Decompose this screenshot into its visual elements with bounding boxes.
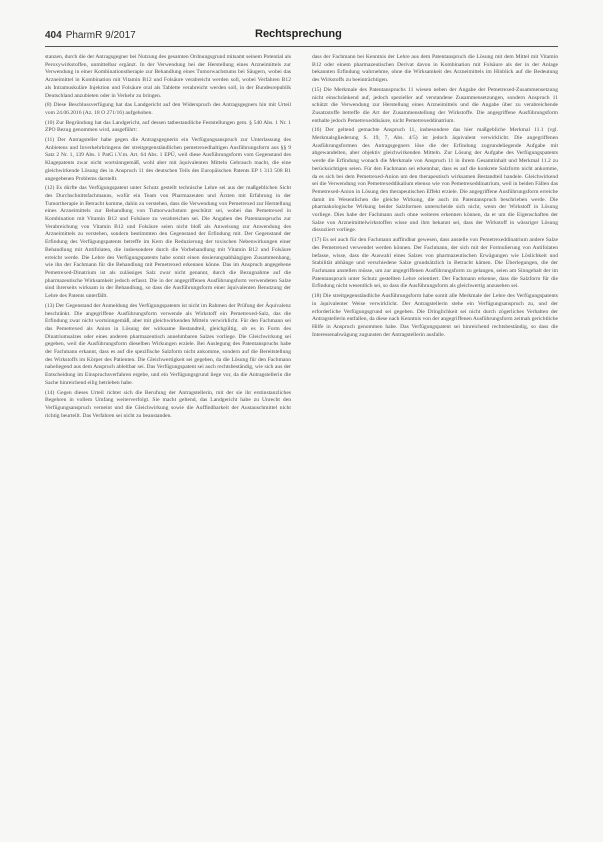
journal-title: PharmR 9/2017 <box>65 30 136 41</box>
page-header <box>45 28 558 48</box>
paragraph: (12) Es dürfte das Verfügungspatent unter Schutz gestellt technische Lehre sei aus der maßgeblichen Sicht des Durchschnittsfachmanns, wofür ein Team von Pharmazeuten und Ärzten mit Erfahrung in der Tumortherapie in Betracht komme, dahin zu verstehen, dass die Verwendung von Pemetrexed zur Herstellung eines Arzneimittels zur Behandlung von Tumorwachstum geschützt sei, wobei das Pemetrexed in Kombination mit Vitamin B12 und Folsäure zu verabreichen sei. Die Angaben des Patentanspruchs zur Verabreichung von Vitamin B12 und Folsäure seien nicht bloß als Anweisung zur Anwendung des Arzneimittels zu verstehen, sondern bestimmten den Gegenstand der Erfindung mit. Der Gegenstand der Erfindung des Verfügungspatents betreffe im Kern die Reduzierung der toxischen Nebenwirkungen einer Behandlung mit Antifolaten, die insbesondere durch die Vorbehandlung mit Vitamin B12 und Folsäure erreicht werde. Die Lehre des Verfügungspatents habe somit einen dosierungsabhängigen Zusammenhang, wie ihn der Fachmann für die Behandlung mit Pemetrexed erkennen könne. Das im Anspruch angegebene Pemetrexed-Dinatrium ist als zulässiges Salz zwar nicht genannt, durch die Bezugnahme auf die pharmazeutische Wirksamkeit jedoch erfasst. Die in der angegriffenen Ausführungsform verwendeten Salze sind ihrerseits wirksam in der Behandlung, so dass die Ausführungsform einer äquivalenten Benutzung der Lehre des Patents unterfällt. <box>45 185 291 300</box>
paragraph: (15) Die Merkmale des Patentanspruchs 11 wiesen neben der Angabe der Pemetrexed-Zusammensetzung nicht einschränkend auf, jedoch spezieller auf verstandene Zusammensetzungen, sondern Anspruch 11 schützt die Verwendung zur Herstellung eines Arzneimittels und die Angabe über zu verabreichende Zusatzstoffe betreffe die Art der Zusammenstellung der Wirkstoffe. Die angegriffene Ausführungsform enthalte jedoch Pemetrexeddisäure, nicht Pemetrexeddinatrium. <box>312 86 558 124</box>
page-folio <box>45 30 136 41</box>
header-rule <box>45 46 558 47</box>
section-title: Rechtsprechung <box>255 28 342 40</box>
paragraph: (14) Gegen dieses Urteil richtet sich die Berufung der Antragstellerin, mit der sie ihr erstinstanzliches Begehren in vollem Umfang weiterverfolgt. Sie macht geltend, das Landgericht habe zu Unrecht den Verfügungsanspruch verneint und die Gleichwirkung sowie die Auffindbarkeit der Austauschmittel nicht richtig beurteilt. Das Verfahren sei nicht zu beanstanden. <box>45 389 291 419</box>
paragraph: (10) Zur Begründung hat das Landgericht, auf dessen tatbestandliche Feststellungen gem. § 540 Abs. 1 Nr. 1 ZPO Bezug genommen wird, ausgeführt: <box>45 119 291 134</box>
paragraph: (16) Der geltend gemachte Anspruch 11, insbesondere das hier maßgebliche Merkmal 11.1 (vgl. Merkmalsgliederung S. 19, 7, Abs. 4/5) ist jedoch äquivalent verwirklicht. Die angegriffenen Ausführungsformen des Antragsgegners löse die der Erfindung zugrundeliegende Aufgabe mit abgewandelten, aber objektiv gleichwirkenden Mitteln. Zur Lösung der Aufgabe des Verfügungspatents werde die Erfindung wonach die Merkmale von Anspruch 11 in ihrem Gesamtinhalt und Merkmal 11.2 zu berücksichtigen seien. Für den Fachmann sei erkennbar, dass es auf die konkrete Salzform nicht ankomme, da es sich bei dem Pemetrexed-Anion um den therapeutisch wirksamen Bestandteil handele. Gleichwirkend sei die Verwendung von Pemetrexeddikalium ebenso wie von Pemetrexeddinatrium, weil in beiden Fällen das Pemetrexed-Anion in Lösung den therapeutischen Effekt erziele. Die angegriffene Ausführungsform erreiche damit im Wesentlichen die gleiche Wirkung, die auch im Patentanspruch beschrieben werde. Die pharmakologische Wirkung beider Salzformen unterscheide sich nicht, wenn der Wirkstoff in Lösung vorliege. Dies habe der Fachmann auch ohne weiteres erkennen können, da er um die Eigenschaften der Salze von Arzneimittelwirkstoffen wisse und ihm bekannt sei, dass der Wirkstoff in wässriger Lösung dissoziiert vorliege. <box>312 127 558 234</box>
paragraph: (17) Es sei auch für den Fachmann auffindbar gewesen, dass anstelle von Pemetrexeddinatrium andere Salze des Pemetrexed verwendet werden können. Der Fachmann, der sich mit der Formulierung von Antifolaten befasse, wisse, dass die Auswahl eines Salzes von pharmazeutischen Erwägungen wie Löslichkeit und Stabilität abhänge und verschiedene Salze grundsätzlich in Betracht kämen. Die Überlegungen, die der Fachmann anstellen müsse, um zur angegriffenen Ausführungsform zu gelangen, seien am Sinngehalt der im Patentanspruch unter Schutz gestellten Lehre orientiert. Der Fachmann erkenne, dass die Salzform für die Erfindung nicht wesentlich sei, so dass die Ausführungsform als gleichwertig anzusehen sei. <box>312 237 558 290</box>
paragraph: (8) Diese Beschlussverfügung hat das Landgericht auf den Widerspruch des Antragsgegners hin mit Urteil vom 24.06.2016 (Az. 18 O 271/16) aufgehoben. <box>45 102 291 116</box>
paragraph: stanzen, durch die der Antragsgegner bei Nutzung des gesamten Ordnungsgrund mitsamt seinem Potential als Peroxywirkstoffen, unmittelbar ergänzt. In der Verwendung bei der Herstellung eines Arzneimittels zur Verwendung in einer Kombinationstherapie zur Behandlung eines Tumorwachstums bei Säugern, wobei das Arzneimittel in Kombination mit Vitamin B12 und Folsäure verabreicht werden soll, wobei Verfahren B12 als Intramuskuläre Injektion und Folsäure oral als Tablette verabreicht werden soll, in der Bundesrepublik Deutschland anzubieten oder in Verkehr zu bringen. <box>45 54 291 99</box>
paragraph: (11) Der Antragsteller habe gegen die Antragsgegnerin ein Verfügungsanspruch zur Unterlassung des Anbietens und Inverkehrbringens der streitgegenständlichen pemetrexedhaltigen Ausführungsform aus §§ 9 Satz 2 Nr. 1, 139 Abs. 1 PatG i.V.m. Art. 64 Abs. 1 EPÜ, weil diese Ausführungsform vom Gegenstand des Klagepatents zwar nicht wortsinngemäß, wohl aber mit äquivalenten Mitteln Gebrauch macht, die eine gleichwirkende Lösung des in Anspruch 11 des deutschen Teils des Europäischen Patents EP 1 313 508 B1 angegebenen Problems darstellt. <box>45 137 291 182</box>
right-column <box>312 54 558 814</box>
paragraph: (13) Der Gegenstand der Anmeldung des Verfügungspatents ist nicht im Rahmen der Prüfung der Äquivalenz beschränkt. Die angegriffene Ausführungsform verwende als Wirkstoff ein Pemetrexed-Salz, das die Erfindung zwar nicht wortsinngemäß, aber mit gleichwirkenden Mitteln verwirklicht. Für den Fachmann sei das Pemetrexed als Anion in Lösung der wirksame Bestandteil, gleichgültig, ob es in Form des Dinatriumsalzes oder eines anderen pharmazeutisch annehmbaren Salzes vorliege. Die Gleichwirkung sei gegeben, weil die Ausführungsform dieselben Wirkungen erziele. Bei Auslegung des Patentanspruchs habe der Fachmann erkannt, dass es auf die spezifische Salzform nicht ankomme, sondern auf die Bereitstellung des Wirkstoffs im Körper des Patienten. Die Gleichwertigkeit sei gegeben, da die Lösung für den Fachmann naheliegend aus dem Anspruch ableitbar sei. Das Verfügungspatent sei auch rechtsbeständig, wie sich aus der Entscheidung im Einspruchsverfahren ergebe, und ein Verfügungsgrund liege vor, da die Antragstellerin die Sache hinreichend eilig betrieben habe. <box>45 302 291 386</box>
left-column <box>45 54 291 814</box>
page-number: 404 <box>45 30 62 41</box>
paragraph: dass der Fachmann bei Kenntnis der Lehre aus dem Patentanspruch die Lösung mit dem Mittel mit Vitamin B12 oder einem pharmazeutischen Derivat davon in Kombination mit Folsäure als der in der Anlage bekannten Erfindung wahrnehme, ohne die Wirksamkeit des Arzneimittels im Hinblick auf die Bedeutung des Wirkstoffs zu beeinträchtigen. <box>312 54 558 84</box>
paragraph: (18) Die streitgegenständliche Ausführungsform habe somit alle Merkmale der Lehre des Verfügungspatents in äquivalenter Weise verwirklicht. Der Antragstellerin stehe ein Verfügungsanspruch zu, und der erforderliche Verfügungsgrund sei gegeben. Die Dringlichkeit sei nicht durch zögerliches Verhalten der Antragstellerin entfallen, da diese nach Kenntnis von der angegriffenen Ausführungsform zeitnah gerichtliche Hilfe in Anspruch genommen habe. Das Verfügungspatent sei hinreichend rechtsbeständig, so dass die Interessenabwägung zugunsten der Antragstellerin ausfalle. <box>312 293 558 338</box>
